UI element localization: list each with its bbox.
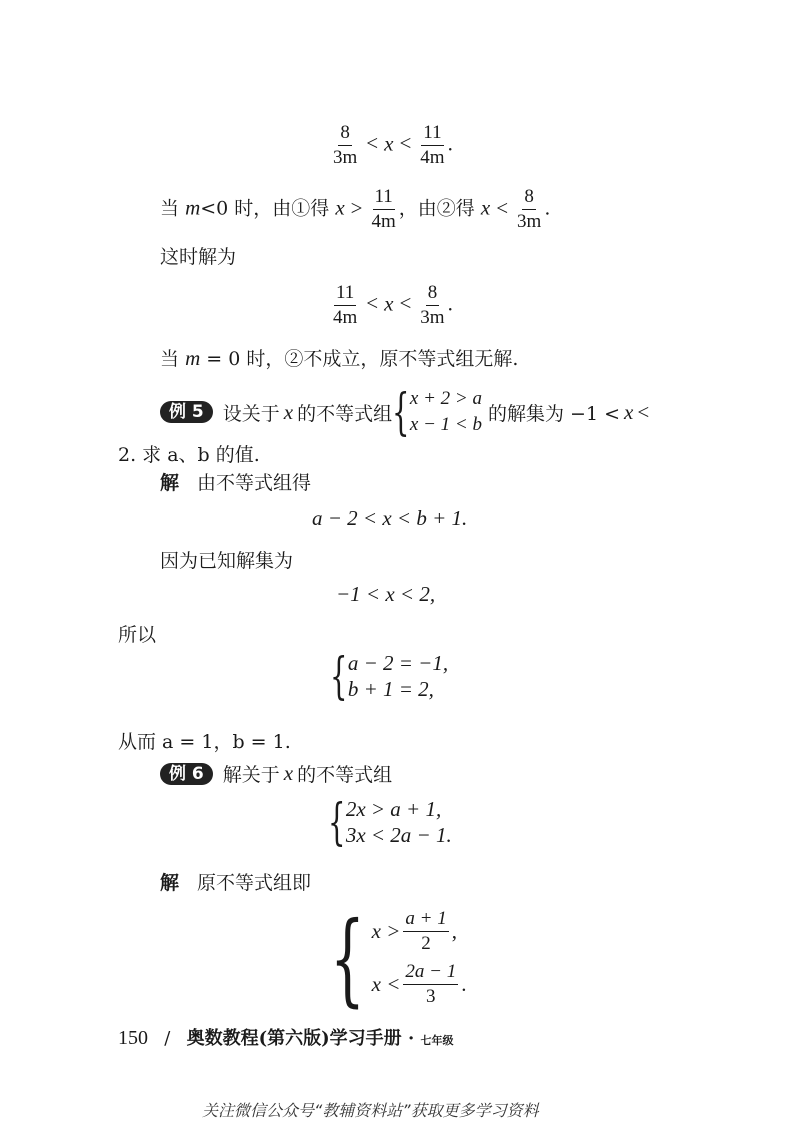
- inequality-line-2: $\frac{11}{4m}$ < x < $\frac{8}{3m}$ .: [333, 282, 453, 328]
- paragraph: 因为已知解集为: [160, 550, 294, 572]
- example-badge: 例 5: [160, 401, 213, 423]
- left-brace-icon: {: [330, 647, 348, 705]
- example-5-continuation: 2. 求 a、b 的值.: [118, 444, 260, 466]
- fraction: $\frac{11}{4m}$: [371, 186, 396, 232]
- paragraph: 这时解为: [160, 246, 237, 268]
- grade-label: 七年级: [420, 1034, 454, 1047]
- inequality-line-1: $\frac{8}{3m}$ < x < $\frac{11}{4m}$ .: [333, 122, 453, 168]
- solution-5-line: 解 由不等式组得: [160, 472, 312, 494]
- page-footer: 150 / 奥数教程(第六版)学习手册 · 七年级: [118, 1027, 454, 1049]
- page-number: 150: [118, 1027, 148, 1049]
- conclusion: 从而 a = 1，b = 1.: [118, 731, 291, 753]
- example-5-line: 例 5 设关于 x 的不等式组 { x + 2 > a x − 1 < b 的解集为 −1 < x <: [160, 386, 649, 438]
- solution-6-line: 解 原不等式组即: [160, 872, 312, 894]
- fraction: $\frac{8}{3m}$: [333, 122, 358, 168]
- equation: a − 2 < x < b + 1.: [312, 506, 468, 530]
- inequality-system: x + 2 > a x − 1 < b: [409, 388, 482, 435]
- book-title: 奥数教程(第六版)学习手册 ·: [186, 1028, 415, 1049]
- equation: −1 < x < 2,: [336, 582, 436, 606]
- fraction: $\frac{8}{3m}$: [420, 282, 445, 328]
- paragraph: 所以: [118, 624, 157, 646]
- case-m-negative-line: 当 m<0 时，由①得 x > $\frac{11}{4m}$ ，由②得 x < $\frac{8}{3m}$ .: [160, 186, 551, 232]
- left-brace-icon: {: [330, 900, 365, 1017]
- case-m-zero-line: 当 m = 0 时，②不成立，原不等式组无解.: [160, 346, 519, 370]
- inequality-system: { 2x > a + 1, 3x < 2a − 1.: [328, 793, 452, 851]
- example-6-line: 例 6 解关于 x 的不等式组: [160, 760, 392, 787]
- fraction: $\frac{8}{3m}$: [517, 186, 542, 232]
- solution-label: 解: [160, 872, 180, 894]
- left-brace-icon: {: [392, 383, 410, 441]
- left-brace-icon: {: [328, 793, 346, 851]
- fraction: $\frac{11}{4m}$: [420, 122, 445, 168]
- solution-label: 解: [160, 472, 180, 494]
- watermark-text: 关注微信公众号“教辅资料站”获取更多学习资料: [202, 1101, 539, 1120]
- fraction: $\frac{2a - 1}{3}$: [405, 960, 457, 1007]
- equation-system: { a − 2 = −1, b + 1 = 2,: [330, 647, 449, 705]
- inequality-system-fractions: { x > $\frac{a + 1}{2}$ , x < $\frac{2a - 1}{3}$ .: [330, 900, 467, 1017]
- example-badge: 例 6: [160, 763, 213, 785]
- fraction: $\frac{a + 1}{2}$: [405, 907, 447, 954]
- fraction: $\frac{11}{4m}$: [333, 282, 358, 328]
